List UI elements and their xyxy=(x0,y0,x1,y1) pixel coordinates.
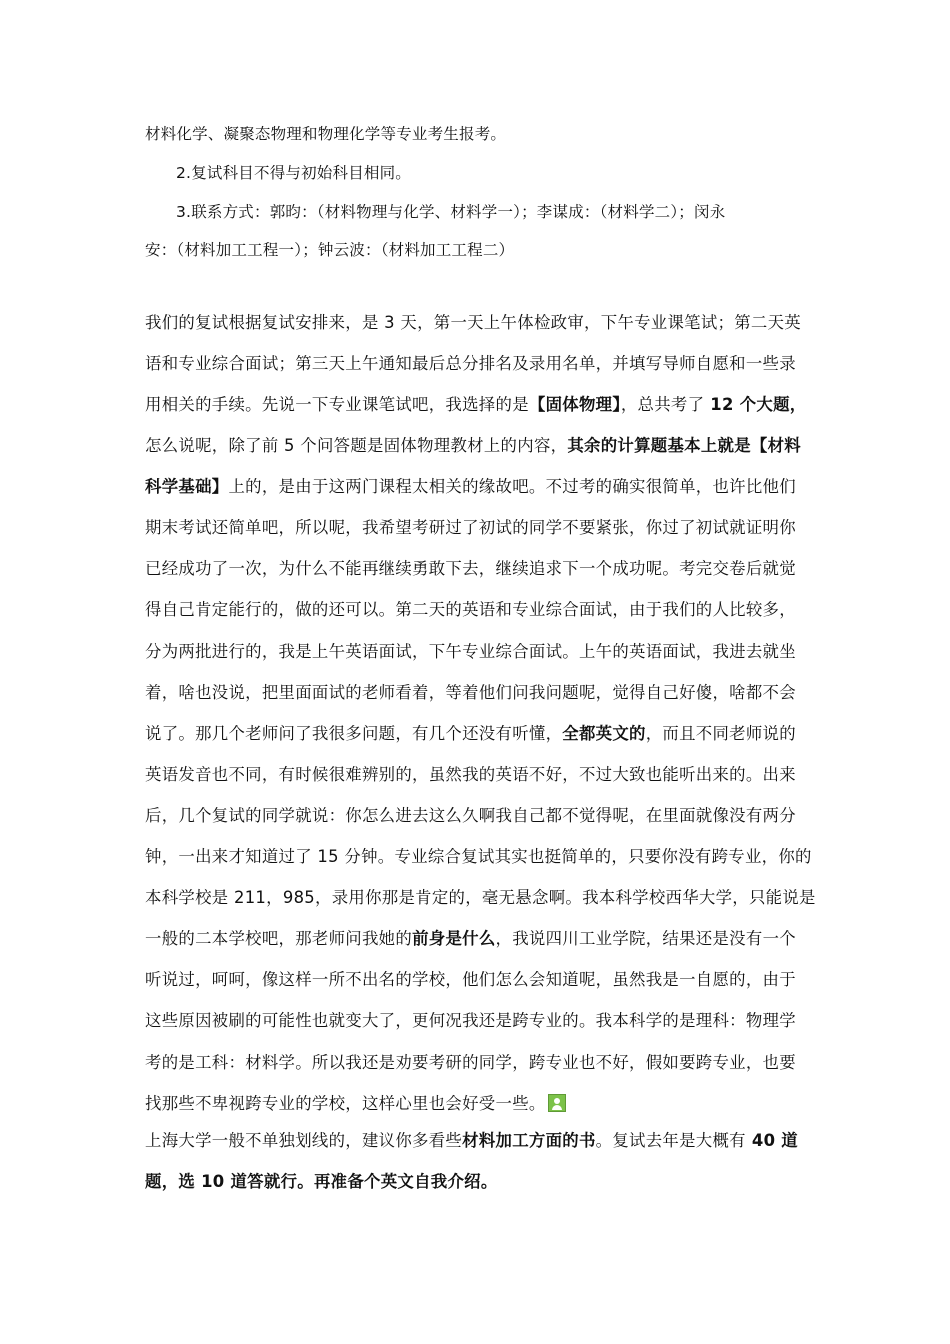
intro-item-3-cont: 安：（材料加工工程一）；钟云波：（材料加工工程二） xyxy=(145,241,515,259)
body-line-1: 我们的复试根据复试安排来，是 3 天，第一天上午体检政审，下午专业课笔试；第二天英 xyxy=(145,313,801,332)
body-line-4 xyxy=(145,436,801,456)
bold-text: 40 道 xyxy=(745,1131,798,1150)
body-text: 用相关的手续。先说一下专业课笔试吧，我选择的是 xyxy=(145,395,529,414)
body-text: ，我说四川工业学院，结果还是没有一个 xyxy=(495,929,796,948)
body-text: 。复试去年是大概有 xyxy=(595,1131,746,1150)
body-line-19: 考的是工科：材料学。所以我还是劝要考研的同学，跨专业也不好，假如要跨专业，也要 xyxy=(145,1053,796,1072)
reply-line-2 xyxy=(145,1172,498,1192)
body-text: 一般的二本学校吧，那老师问我她的 xyxy=(145,929,413,948)
body-text: ，而且不同老师说的 xyxy=(645,724,796,743)
bold-text: 题，选 10 道答就行。再准备个英文自我介绍。 xyxy=(145,1172,498,1191)
intro-item-3: 3.联系方式：郭昀：（材料物理与化学、材料学一）；李谋成：（材料学二）；闵永 xyxy=(176,203,726,221)
body-line-9: 分为两批进行的，我是上午英语面试，下午专业综合面试。上午的英语面试，我进去就坐 xyxy=(145,642,796,661)
body-line-2: 语和专业综合面试；第三天上午通知最后总分排名及录用名单，并填写导师自愿和一些录 xyxy=(145,354,796,373)
bold-text: 材料加工方面的书 xyxy=(462,1131,596,1150)
body-text: 说了。那几个老师问了我很多问题，有几个还没有听懂， xyxy=(145,724,563,743)
reply-line-1 xyxy=(145,1131,798,1151)
body-line-5 xyxy=(145,477,796,497)
intro-item-2: 2.复试科目不得与初始科目相同。 xyxy=(176,164,411,182)
body-line-17: 听说过，呵呵，像这样一所不出名的学校，他们怎么会知道呢，虽然我是一自愿的，由于 xyxy=(145,970,796,989)
body-line-15: 本科学校是 211，985，录用你那是肯定的，毫无悬念啊。我本科学校西华大学，只能说是 xyxy=(145,888,816,907)
bold-text: 其余的计算题基本上就是【材料 xyxy=(567,436,801,455)
body-text: 找那些不卑视跨专业的学校，这样心里也会好受一些。 xyxy=(145,1094,546,1113)
body-line-14: 钟，一出来才知道过了 15 分钟。专业综合复试其实也挺简单的，只要你没有跨专业，你的 xyxy=(145,847,812,866)
body-line-16 xyxy=(145,929,796,949)
bold-text: 全都英文的 xyxy=(562,724,646,743)
body-line-7: 已经成功了一次，为什么不能再继续勇敢下去，继续追求下一个成功呢。考完交卷后就觉 xyxy=(145,559,796,578)
smiley-emoticon-icon xyxy=(548,1094,566,1112)
body-line-13: 后，几个复试的同学就说：你怎么进去这么久啊我自己都不觉得呢，在里面就像没有两分 xyxy=(145,806,796,825)
bold-text: 12 个大题， xyxy=(704,395,807,414)
body-line-10: 着，啥也没说，把里面面试的老师看着，等着他们问我问题呢，觉得自己好傻，啥都不会 xyxy=(145,683,796,702)
intro-line-1: 材料化学、凝聚态物理和物理化学等专业考生报考。 xyxy=(145,125,507,143)
body-line-12: 英语发音也不同，有时候很难辨别的，虽然我的英语不好，不过大致也能听出来的。出来 xyxy=(145,765,796,784)
body-line-18: 这些原因被刷的可能性也就变大了，更何况我还是跨专业的。我本科学的是理科：物理学 xyxy=(145,1011,796,1030)
bold-text: 【固体物理】 xyxy=(528,395,621,414)
body-text: 上的，是由于这两门课程太相关的缘故吧。不过考的确实很简单，也许比他们 xyxy=(228,477,796,496)
body-text: 上海大学一般不单独划线的，建议你多看些 xyxy=(145,1131,463,1150)
body-line-3 xyxy=(145,395,806,415)
body-text: 怎么说呢，除了前 5 个问答题是固体物理教材上的内容， xyxy=(145,436,568,455)
body-line-20 xyxy=(145,1094,566,1114)
bold-text: 前身是什么 xyxy=(412,929,496,948)
body-line-6: 期末考试还简单吧，所以呢，我希望考研过了初试的同学不要紧张，你过了初试就证明你 xyxy=(145,518,796,537)
body-line-11 xyxy=(145,724,796,744)
body-text: ，总共考了 xyxy=(620,395,705,414)
bold-text: 科学基础】 xyxy=(145,477,229,496)
body-line-8: 得自己肯定能行的，做的还可以。第二天的英语和专业综合面试，由于我们的人比较多， xyxy=(145,600,796,619)
